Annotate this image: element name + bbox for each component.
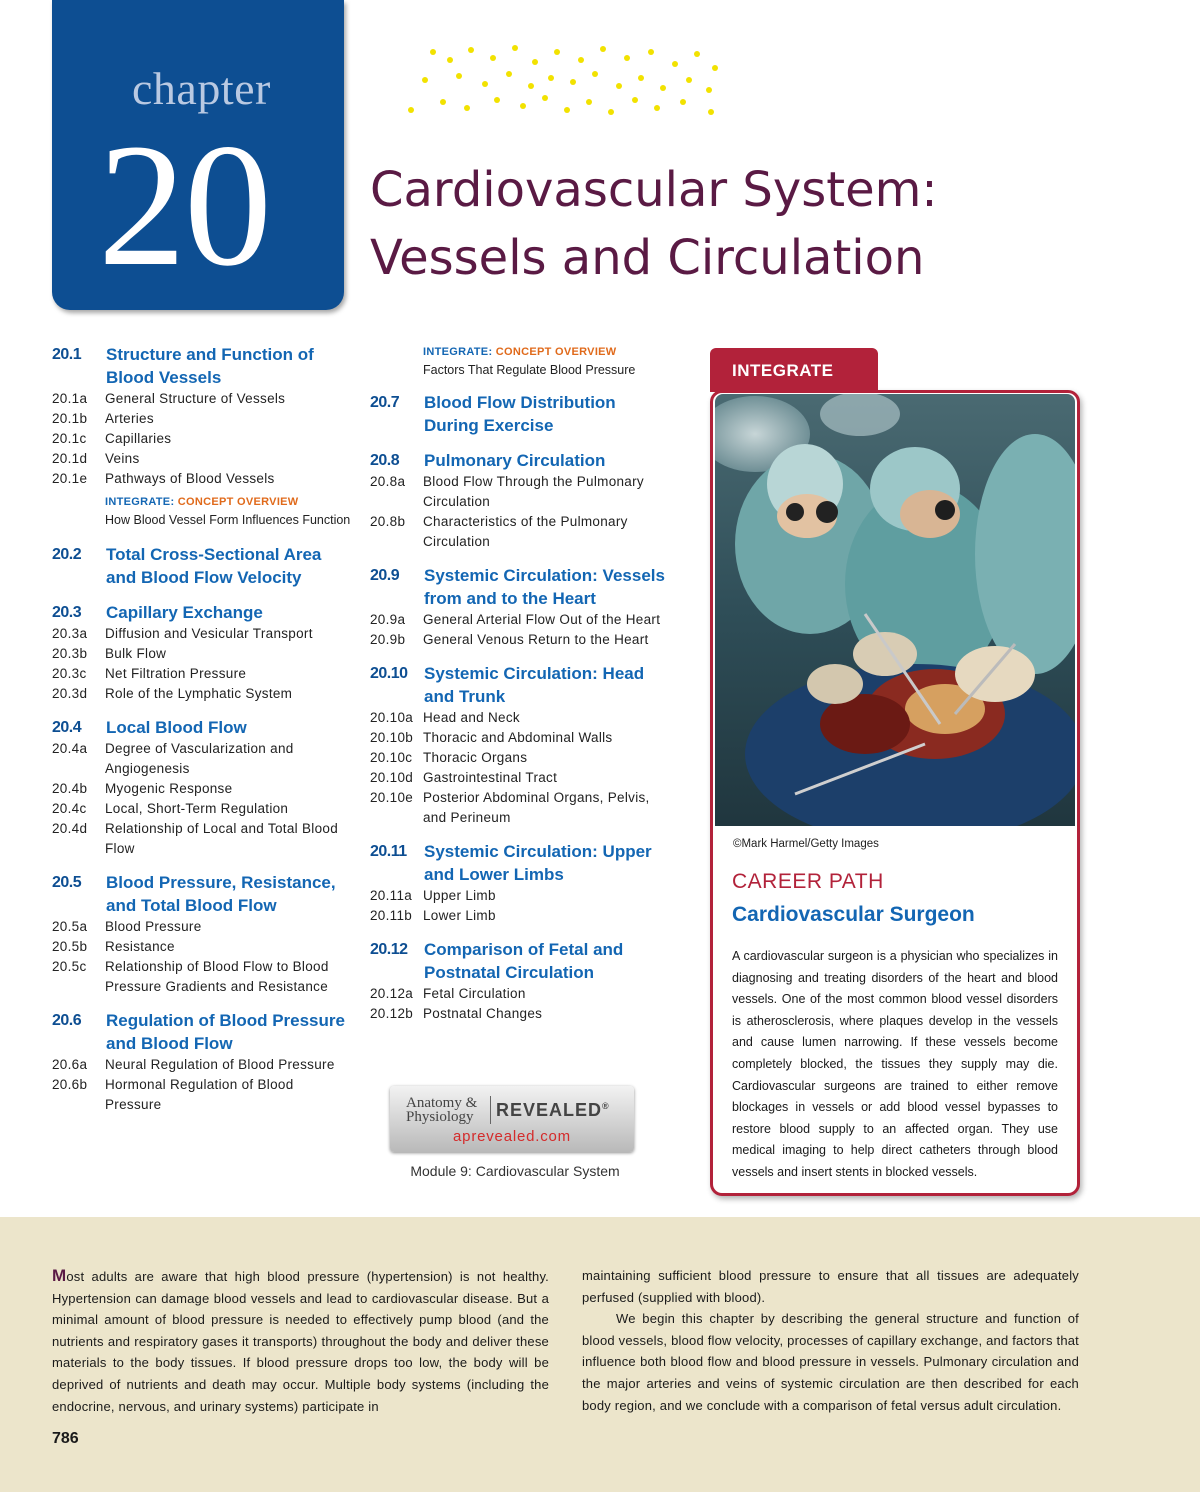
subsection-number: 20.4d: [52, 821, 88, 836]
subsection-title: Resistance: [105, 939, 175, 954]
chapter-title-line1: Cardiovascular System:: [370, 162, 938, 218]
chapter-label: chapter: [132, 63, 271, 114]
career-title: Cardiovascular Surgeon: [732, 903, 975, 926]
toc-subsection[interactable]: [52, 1075, 352, 1115]
toc-section[interactable]: [370, 391, 675, 437]
subsection-number: 20.3b: [52, 646, 88, 661]
toc-subsection[interactable]: [370, 472, 675, 512]
toc-subsection[interactable]: [370, 610, 675, 630]
subsection-title: Myogenic Response: [105, 781, 233, 796]
page-number: 786: [52, 1430, 79, 1447]
section-number: 20.4: [52, 719, 82, 736]
toc-subsection[interactable]: [52, 1055, 352, 1075]
surgery-photo: [715, 394, 1075, 826]
section-title: Blood Pressure, Resistance, and Total Blood Flow: [106, 873, 336, 915]
section-number: 20.7: [370, 394, 400, 411]
subsection-number: 20.4a: [52, 741, 88, 756]
toc-subsection[interactable]: [52, 389, 352, 409]
toc-subsection[interactable]: [370, 708, 675, 728]
chapter-number: 20: [98, 108, 270, 303]
toc-subsection[interactable]: [52, 799, 352, 819]
subsection-number: 20.8a: [370, 474, 406, 489]
section-title: Total Cross-Sectional Area and Blood Flow Velocity: [106, 545, 322, 587]
subsection-number: 20.10d: [370, 770, 414, 785]
subsection-title: General Venous Return to the Heart: [423, 632, 649, 647]
section-title: Local Blood Flow: [106, 718, 247, 737]
drop-cap: M: [52, 1266, 67, 1285]
subsection-title: Hormonal Regulation of Blood Pressure: [105, 1077, 294, 1112]
subsection-number: 20.6a: [52, 1057, 88, 1072]
intro-paragraph-2: We begin this chapter by describing the general structure and function of blood vessels, blood flow velocity, processes of capillary exchange, and factors that influence both blood flow and blood pressure in vessels. Pulmonary circulation and the major arteries and veins of systemic circulation are then described for each body region, and we conclude with a comparison of fetal versus adult circulation.: [582, 1311, 1079, 1413]
subsection-title: Pathways of Blood Vessels: [105, 471, 275, 486]
subsection-title: Blood Flow Through the Pulmonary Circulation: [423, 474, 644, 509]
integrate-tab: INTEGRATE: [710, 348, 878, 392]
ap-revealed-module: Module 9: Cardiovascular System: [410, 1163, 620, 1179]
section-title: Regulation of Blood Pressure and Blood Flow: [106, 1011, 345, 1053]
subsection-number: 20.8b: [370, 514, 406, 529]
career-description: A cardiovascular surgeon is a physician who specializes in diagnosing and treating disorders of the heart and blood vessels. One of the most common blood vessel disorders is atherosclerosis, where plaques develop in the vessels and cause lumen narrowing. If these vessels become completely blocked, the tissues they supply may die. Cardiovascular surgeons are trained to either remove blockages in vessels or add blood vessel bypasses to restore blood supply to an affected organ. They use medical imaging to help direct catheters through blood vessels and insert stents in blocked vessels.: [732, 949, 1058, 1179]
section-number: 20.2: [52, 546, 82, 563]
section-number: 20.5: [52, 874, 82, 891]
subsection-title: Posterior Abdominal Organs, Pelvis, and Perineum: [423, 790, 650, 825]
toc-section[interactable]: [370, 840, 675, 886]
section-title: Systemic Circulation: Upper and Lower Limbs: [424, 842, 652, 884]
section-title: Pulmonary Circulation: [424, 451, 606, 470]
toc-subsection[interactable]: [370, 512, 675, 552]
toc-section[interactable]: [370, 662, 675, 708]
subsection-number: 20.9a: [370, 612, 406, 627]
subsection-number: 20.3c: [52, 666, 87, 681]
subsection-title: Relationship of Local and Total Blood Flow: [105, 821, 339, 856]
subsection-number: 20.12b: [370, 1006, 414, 1021]
chapter-title-line2: Vessels and Circulation: [370, 230, 925, 286]
subsection-title: Arteries: [105, 411, 154, 426]
toc-section[interactable]: [370, 564, 675, 610]
concept-overview-title: Factors That Regulate Blood Pressure: [423, 363, 636, 377]
subsection-title: Fetal Circulation: [423, 986, 526, 1001]
concept-overview-label: CONCEPT OVERVIEW: [177, 496, 299, 508]
section-number: 20.6: [52, 1012, 82, 1029]
logo-divider: [490, 1096, 491, 1124]
subsection-title: Thoracic and Abdominal Walls: [423, 730, 613, 745]
subsection-number: 20.6b: [52, 1077, 88, 1092]
ap-revealed-logo[interactable]: [390, 1086, 634, 1152]
subsection-title: Head and Neck: [423, 710, 520, 725]
toc-subsection[interactable]: [52, 937, 352, 957]
toc-section[interactable]: [370, 449, 675, 472]
subsection-title: Diffusion and Vesicular Transport: [105, 626, 313, 641]
subsection-title: Thoracic Organs: [423, 750, 528, 765]
toc-subsection[interactable]: [52, 469, 352, 489]
subsection-title: Neural Regulation of Blood Pressure: [105, 1057, 335, 1072]
toc-subsection[interactable]: [370, 984, 675, 1004]
section-number: 20.9: [370, 567, 400, 584]
integrate-concept-overview[interactable]: [370, 343, 675, 379]
subsection-number: 20.1b: [52, 411, 88, 426]
subsection-title: General Arterial Flow Out of the Heart: [423, 612, 661, 627]
toc-section[interactable]: [52, 716, 352, 739]
photo-credit: ©Mark Harmel/Getty Images: [733, 838, 879, 850]
subsection-number: 20.10a: [370, 710, 414, 725]
toc-section[interactable]: [52, 871, 352, 917]
toc-section[interactable]: [52, 601, 352, 624]
subsection-title: Blood Pressure: [105, 919, 202, 934]
subsection-title: Degree of Vascularization and Angiogenesis: [105, 741, 294, 776]
toc-subsection[interactable]: [370, 788, 675, 828]
section-title: Systemic Circulation: Head and Trunk: [424, 664, 645, 706]
subsection-title: Bulk Flow: [105, 646, 167, 661]
subsection-number: 20.5c: [52, 959, 87, 974]
toc-subsection[interactable]: [52, 917, 352, 937]
section-number: 20.1: [52, 346, 82, 363]
subsection-number: 20.10c: [370, 750, 413, 765]
ap-revealed-name: Anatomy & Physiology: [406, 1095, 478, 1125]
toc-section[interactable]: [52, 1009, 352, 1055]
section-title: Comparison of Fetal and Postnatal Circulation: [424, 940, 624, 982]
toc-subsection[interactable]: [52, 624, 352, 644]
subsection-number: 20.10e: [370, 790, 414, 805]
toc-column-2: [370, 343, 675, 1024]
toc-subsection[interactable]: [52, 684, 352, 704]
subsection-number: 20.4c: [52, 801, 87, 816]
subsection-number: 20.11b: [370, 908, 413, 923]
toc-column-1: [52, 343, 352, 1115]
ap-revealed-url[interactable]: aprevealed.com: [453, 1128, 571, 1145]
subsection-number: 20.12a: [370, 986, 414, 1001]
section-title: Systemic Circulation: Vessels from and to the Heart: [424, 566, 665, 608]
subsection-title: Upper Limb: [423, 888, 496, 903]
section-title: Blood Flow Distribution During Exercise: [424, 393, 616, 435]
toc-subsection[interactable]: [52, 429, 352, 449]
subsection-title: Postnatal Changes: [423, 1006, 543, 1021]
toc-section[interactable]: [52, 543, 352, 589]
toc-subsection[interactable]: [370, 906, 675, 926]
subsection-number: 20.5a: [52, 919, 88, 934]
subsection-title: Role of the Lymphatic System: [105, 686, 293, 701]
section-title: Capillary Exchange: [106, 603, 263, 622]
section-title: Structure and Function of Blood Vessels: [106, 345, 314, 387]
toc-subsection[interactable]: [52, 409, 352, 429]
toc-subsection[interactable]: [370, 768, 675, 788]
subsection-number: 20.3d: [52, 686, 88, 701]
toc-subsection[interactable]: [370, 748, 675, 768]
toc-subsection[interactable]: [52, 739, 352, 779]
section-number: 20.8: [370, 452, 400, 469]
toc-subsection[interactable]: [52, 644, 352, 664]
toc-subsection[interactable]: [370, 1004, 675, 1024]
subsection-title: Relationship of Blood Flow to Blood Pressure Gradients and Resistance: [105, 959, 329, 994]
subsection-number: 20.5b: [52, 939, 88, 954]
toc-subsection[interactable]: [52, 664, 352, 684]
toc-subsection[interactable]: [52, 819, 352, 859]
career-path-label: CAREER PATH: [732, 870, 884, 893]
toc-subsection[interactable]: [52, 957, 352, 997]
subsection-title: Net Filtration Pressure: [105, 666, 247, 681]
subsection-number: 20.1a: [52, 391, 88, 406]
subsection-number: 20.3a: [52, 626, 88, 641]
toc-subsection[interactable]: [370, 886, 675, 906]
subsection-number: 20.1d: [52, 451, 88, 466]
concept-overview-label: CONCEPT OVERVIEW: [495, 346, 617, 358]
section-number: 20.12: [370, 941, 408, 958]
section-number: 20.11: [370, 843, 407, 860]
chapter-title: [370, 156, 1170, 292]
subsection-number: 20.1c: [52, 431, 87, 446]
toc-subsection[interactable]: [52, 449, 352, 469]
section-number: 20.3: [52, 604, 82, 621]
toc-subsection[interactable]: [370, 728, 675, 748]
integrate-label: INTEGRATE:: [105, 496, 175, 508]
toc-section[interactable]: [370, 938, 675, 984]
intro-paragraph-1-continued: maintaining sufficient blood pressure to ensure that all tissues are adequately perfused (supplied with blood).: [582, 1268, 1079, 1305]
subsection-title: Local, Short-Term Regulation: [105, 801, 289, 816]
ap-revealed-wordmark: REVEALED®: [496, 1100, 610, 1120]
toc-subsection[interactable]: [370, 630, 675, 650]
subsection-title: Veins: [105, 451, 140, 466]
subsection-number: 20.1e: [52, 471, 88, 486]
subsection-number: 20.10b: [370, 730, 414, 745]
subsection-number: 20.11a: [370, 888, 413, 903]
subsection-number: 20.9b: [370, 632, 406, 647]
intro-paragraph-1: Most adults are aware that high blood pressure (hypertension) is not healthy. Hypertension can damage blood vessels and lead to cardiovascular disease. But a minimal amount of blood pressure is needed to effectively pump blood (and the nutrients and respiratory gases it transports) throughout the body and deliver these materials to the body tissues. If blood pressure drops too low, the body will be deprived of nutrients and death may occur. Multiple body systems (including the endocrine, nervous, and urinary systems) participate in: [52, 1266, 549, 1414]
subsection-title: Characteristics of the Pulmonary Circulation: [423, 514, 628, 549]
toc-section[interactable]: [52, 343, 352, 389]
subsection-title: Capillaries: [105, 431, 172, 446]
concept-overview-title: How Blood Vessel Form Influences Function: [105, 513, 351, 527]
decorative-dots: [405, 40, 735, 120]
integrate-label: INTEGRATE:: [423, 346, 493, 358]
toc-subsection[interactable]: [52, 779, 352, 799]
section-number: 20.10: [370, 665, 408, 682]
subsection-title: Lower Limb: [423, 908, 496, 923]
subsection-title: General Structure of Vessels: [105, 391, 286, 406]
intro-column-2: [582, 1265, 1079, 1416]
subsection-title: Gastrointestinal Tract: [423, 770, 558, 785]
subsection-number: 20.4b: [52, 781, 88, 796]
integrate-concept-overview[interactable]: [52, 493, 352, 529]
